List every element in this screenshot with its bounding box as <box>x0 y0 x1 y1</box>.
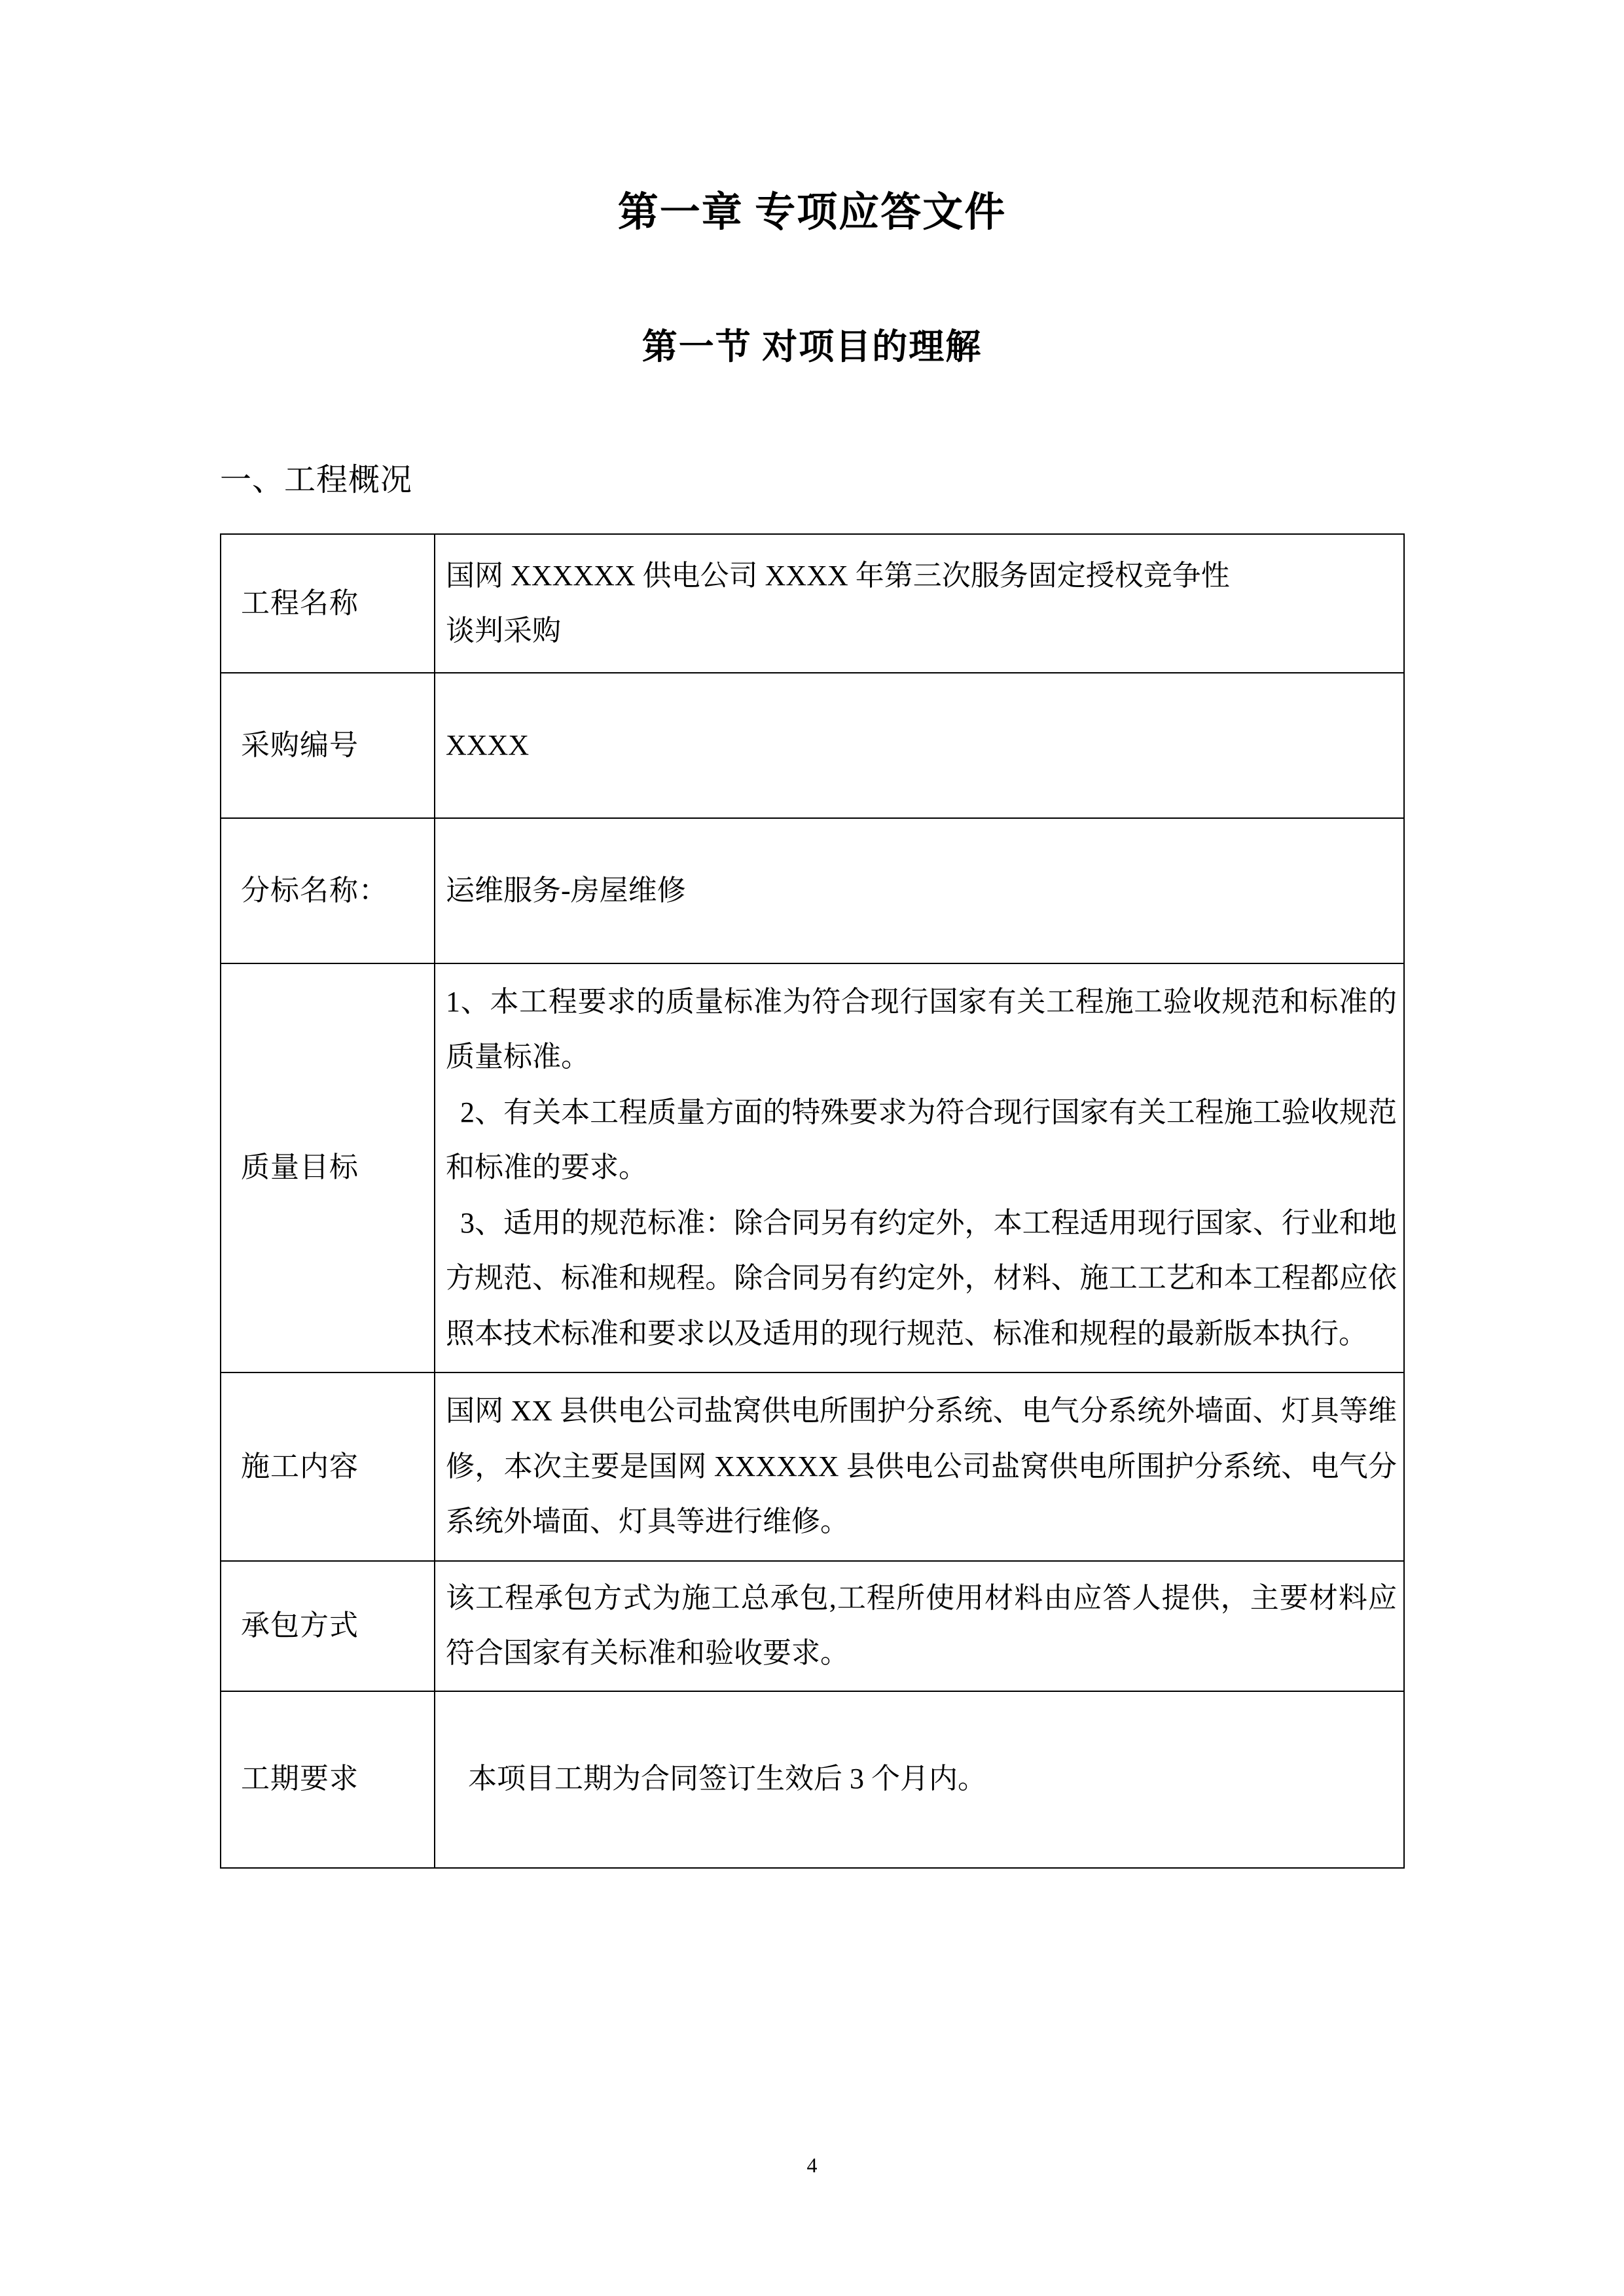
table-row <box>221 1691 1404 1868</box>
row-value <box>435 1561 1404 1691</box>
row-value <box>435 673 1404 818</box>
row-label: 承包方式 <box>221 1561 435 1691</box>
table-row <box>221 1372 1404 1560</box>
row-value <box>435 963 1404 1372</box>
row-value <box>435 534 1404 673</box>
value-line: 谈判采购 <box>446 615 561 647</box>
table-row <box>221 963 1404 1372</box>
value-line: 1、本工程要求的质量标准为符合现行国家有关工程施工验收规范和标准的质量标准。 <box>446 986 1397 1073</box>
value-line: 运维服务-房屋维修 <box>446 874 686 906</box>
row-label: 工程名称 <box>221 534 435 673</box>
row-label: 施工内容 <box>221 1372 435 1560</box>
value-line: 该工程承包方式为施工总承包,工程所使用材料由应答人提供，主要材料应符合国家有关标准和验收要求。 <box>446 1581 1397 1670</box>
row-label: 采购编号 <box>221 673 435 818</box>
table-row <box>221 673 1404 818</box>
table-row <box>221 534 1404 673</box>
row-label: 质量目标 <box>221 963 435 1372</box>
value-line: XXXX <box>446 728 530 761</box>
section-title: 第一节 对项目的理解 <box>641 327 983 367</box>
value-line: 国网 XX 县供电公司盐窝供电所围护分系统、电气分系统外墙面、灯具等维修，本次主要是国网 XXXXXX 县供电公司盐窝供电所围护分系统、电气分系统外墙面、灯具等进行维修。 <box>446 1395 1397 1538</box>
row-value <box>435 1691 1404 1868</box>
value-line: 3、适用的规范标准：除合同另有约定外，本工程适用现行国家、行业和地方规范、标准和规程。除合同另有约定外，材料、施工工艺和本工程都应依照本技术标准和要求以及适用的现行规范、标准和规程的最新版本执行。 <box>446 1206 1397 1350</box>
table-row <box>221 1561 1404 1691</box>
row-label: 工期要求 <box>221 1691 435 1868</box>
project-overview-table <box>220 533 1405 1869</box>
table-row <box>221 818 1404 963</box>
row-value <box>435 818 1404 963</box>
subsection-title: 一、工程概况 <box>220 463 413 497</box>
value-line: 本项目工期为合同签订生效后 3 个月内。 <box>468 1763 986 1795</box>
value-line: 国网 XXXXXX 供电公司 XXXX 年第三次服务固定授权竞争性 <box>446 559 1230 592</box>
value-line: 2、有关本工程质量方面的特殊要求为符合现行国家有关工程施工验收规范和标准的要求。 <box>446 1096 1397 1184</box>
page-number: 4 <box>806 2153 818 2177</box>
chapter-title: 第一章 专项应答文件 <box>617 190 1007 235</box>
row-label: 分标名称： <box>221 818 435 963</box>
row-value <box>435 1372 1404 1560</box>
